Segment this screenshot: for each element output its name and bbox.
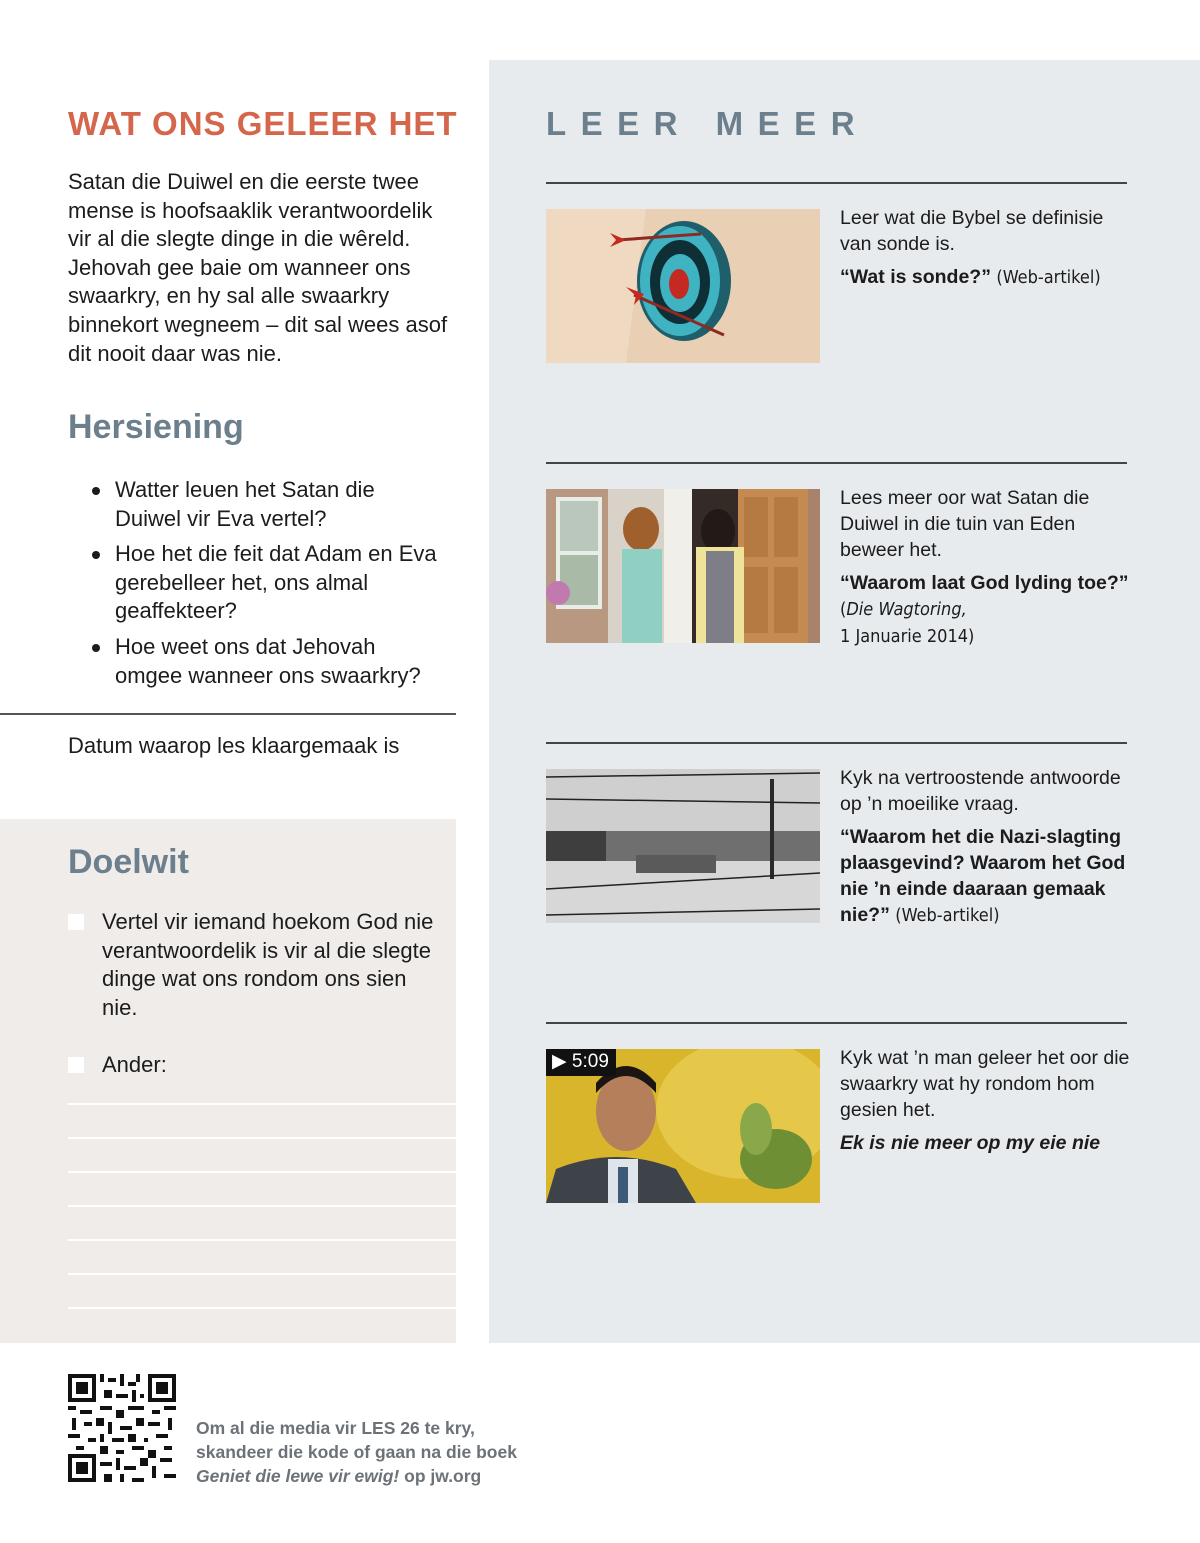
review-item-text: Watter leuen het Satan die Duiwel vir Eva vertel? <box>115 477 375 531</box>
goal-heading: Doelwit <box>68 843 189 881</box>
entry-nazi-holocaust <box>840 765 1130 929</box>
checkbox[interactable] <box>68 914 84 930</box>
women-at-door-photo[interactable] <box>546 489 820 643</box>
entry-why-god-allows-suffering <box>840 485 1130 650</box>
divider <box>0 713 456 715</box>
play-icon: ▶ <box>552 1051 567 1072</box>
review-item <box>92 540 442 626</box>
learn-more-heading: LEER MEER <box>546 105 870 142</box>
checkbox[interactable] <box>68 1057 84 1073</box>
article-title-link[interactable]: “Waarom laat God lyding toe?” <box>840 572 1129 594</box>
article-title-link[interactable]: “Waarom het die Nazi-slagting plaasgevind? Waarom het God nie ’n einde daaraan gemaak nie?” <box>840 826 1126 926</box>
target-image[interactable] <box>546 209 820 363</box>
video-thumbnail[interactable] <box>546 1049 820 1203</box>
entry-description: Kyk wat ’n man geleer het oor die swaarkry wat hy rondom hom gesien het. <box>840 1047 1130 1121</box>
entry-description: Kyk na vertroostende antwoorde op ’n moeilike vraag. <box>840 767 1121 815</box>
video-duration-badge: ▶ 5:09 <box>546 1049 616 1076</box>
entry-reference[interactable] <box>840 1130 1130 1156</box>
article-title-link[interactable]: “Wat is sonde?” <box>840 266 991 288</box>
write-line[interactable] <box>68 1171 456 1173</box>
write-line[interactable] <box>68 1273 456 1275</box>
entry-reference[interactable] <box>840 570 1130 650</box>
divider <box>546 182 1127 184</box>
write-line[interactable] <box>68 1307 456 1309</box>
lesson-summary: Satan die Duiwel en die eerste twee mense is hoofsaaklik verantwoordelik vir al die slegte dinge in die wêreld. Jehovah gee baie om wanneer ons swaarkry, en hy sal alle swaarkry binnekort wegneem – dit sal wees asof dit nooit daar was nie. <box>68 169 448 366</box>
learned-heading: WAT ONS GELEER HET <box>68 105 458 142</box>
review-item <box>92 476 442 533</box>
video-title-link[interactable]: Ek is nie meer op my eie nie <box>840 1132 1101 1154</box>
qr-code[interactable] <box>68 1374 176 1482</box>
entry-reference[interactable] <box>840 824 1130 929</box>
goal-item-text: Vertel vir iemand hoekom God nie verantwoordelik is vir al die slegte dinge wat ons rondom ons sien nie. <box>102 909 434 1020</box>
write-line[interactable] <box>68 1239 456 1241</box>
entry-video <box>840 1045 1130 1156</box>
entry-what-is-sin <box>840 205 1130 291</box>
footer-note: Om al die media vir LES 26 te kry, skandeer die kode of gaan na die boek Geniet die lewe vir ewig! op jw.org <box>196 1418 517 1486</box>
entry-description: Lees meer oor wat Satan die Duiwel in die tuin van Eden beweer het. <box>840 487 1090 561</box>
review-list <box>92 476 442 697</box>
source-label: (Web-artikel) <box>996 267 1101 288</box>
write-line[interactable] <box>68 1137 456 1139</box>
bullet-icon <box>92 551 100 559</box>
review-item <box>92 633 442 690</box>
source-label: (Die Wagtoring, 1 Januarie 2014) <box>840 599 975 647</box>
divider <box>546 462 1127 464</box>
bullet-icon <box>92 644 100 652</box>
bullet-icon <box>92 487 100 495</box>
review-item-text: Hoe het die feit dat Adam en Eva gerebelleer het, ons almal geaffekteer? <box>115 541 437 624</box>
goal-box <box>0 819 456 1343</box>
write-line[interactable] <box>68 1103 456 1105</box>
entry-description: Leer wat die Bybel se definisie van sonde is. <box>840 207 1104 255</box>
date-completed-label: Datum waarop les klaargemaak is <box>68 733 400 758</box>
divider <box>546 742 1127 744</box>
goal-item[interactable] <box>68 908 448 1022</box>
write-line[interactable] <box>68 1205 456 1207</box>
barbed-wire-camp-photo[interactable] <box>546 769 820 923</box>
divider <box>546 1022 1127 1024</box>
review-item-text: Hoe weet ons dat Jehovah omgee wanneer ons swaarkry? <box>115 633 421 688</box>
source-label: (Web-artikel) <box>895 905 1000 926</box>
goal-item-text: Ander: <box>102 1052 167 1077</box>
review-heading: Hersiening <box>68 408 244 446</box>
entry-reference[interactable] <box>840 264 1130 291</box>
goal-item-other[interactable] <box>68 1051 448 1080</box>
